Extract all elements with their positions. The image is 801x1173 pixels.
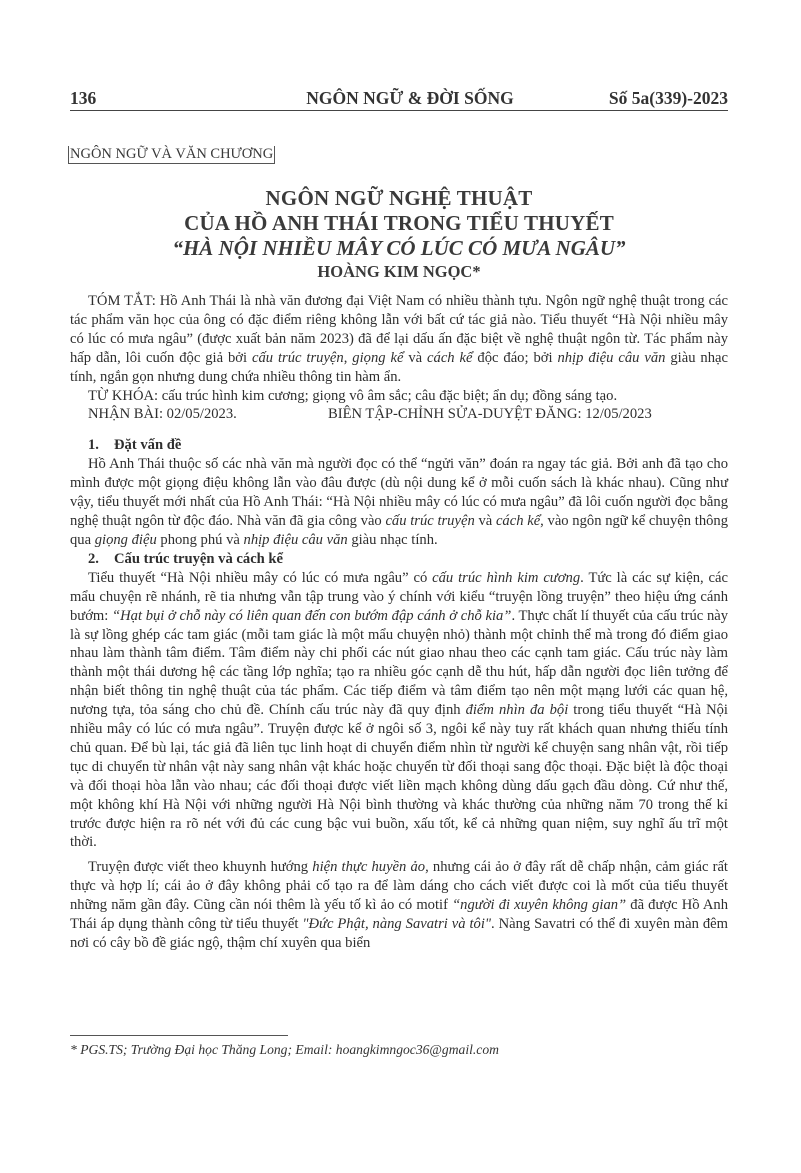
section-heading <box>70 436 728 455</box>
author-footnote: * PGS.TS; Trường Đại học Thăng Long; Email: hoangkimngoc36@gmail.com <box>70 1042 499 1057</box>
title-line-2: CỦA HỒ ANH THÁI TRONG TIỂU THUYẾT <box>184 211 614 235</box>
keywords-text: cấu trúc hình kim cương; giọng vô âm sắc; câu đặc biệt; ẩn dụ; đồng sáng tạo. <box>158 387 618 404</box>
abstract-text: Hồ Anh Thái là nhà văn đương đại Việt Nam có nhiều thành tựu. Ngôn ngữ nghệ thuật trong các tác phẩm văn học của ông có đặc điểm riêng không lẫn với bất cứ tác giả nào. Tiểu thuyết “Hà Nội nhiều mây có lúc có mưa ngâu” (được xuất bản năm 2023) đã để lại dấu ấn đặc biệt về nghệ thuật ngôn từ. Tác phẩm này hấp dẫn, lôi cuốn độc giả bởi <box>70 293 728 366</box>
paragraph-text: . Tức là các sự kiện, các mẩu chuyện rẽ nhánh, rẽ tia nhưng vẫn tập trung vào ý chính với kiểu “truyện lồng truyện” theo hiệu ứng cánh bướm: <box>70 569 728 624</box>
emphasis: cấu trúc hình kim cương <box>432 569 581 586</box>
abstract-emphasis: cách kể <box>427 349 473 366</box>
abstract-emphasis: nhịp điệu câu văn <box>557 349 666 366</box>
section-title: Đặt vấn đề <box>114 437 182 454</box>
paragraph-text: , nhưng cái ảo ở đây rất dễ chấp nhận, cảm giác rất thực và hợp lí; cái ảo ở đây không phải cố tạo ra để làm dáng cho cách viết được coi là mốt của tiểu thuyết những năm gần đây. Cũng cần nói thêm là yếu tố kì ảo có motif <box>70 859 728 914</box>
section-title: Cấu trúc truyện và cách kể <box>114 550 284 567</box>
article-title-block <box>70 186 728 282</box>
section-tag: NGÔN NGỮ VÀ VĂN CHƯƠNG <box>70 146 274 162</box>
paragraph-text: . Thực chất lí thuyết của cấu trúc này là sự lồng ghép các tam giác (mỗi tam giác là một mẩu chuyện nhỏ) thành một chỉnh thể mà trong đó điểm giao nhau làm thành tâm điểm. Tâm điểm này chi phối các nút giao nhau theo các cạnh tam giác. Cấu trúc này làm thành một thái dương hệ các tầng lớp nghĩa; tạo ra nhiều góc cạnh dễ thu hút, hấp dẫn người đọc liên tưởng để nhận biết thông tin nghệ thuật của tác phẩm. Các tiếp điểm và tâm điểm tạo nên một mạng lưới các quan hệ, nương tựa, tỏa sáng cho chủ đề. Chính cấu trúc này đã quy định <box>70 607 729 719</box>
abstract-text: , <box>343 349 353 366</box>
page-number: 136 <box>70 88 97 108</box>
section-number: 1. <box>88 437 99 454</box>
abstract-text: giàu nhạc tính, ngắn gọn nhưng dung chứa nhiều thông tin hàm ẩn. <box>70 349 728 385</box>
emphasis: cách kể <box>495 513 541 530</box>
keywords-label: TỪ KHÓA: <box>88 387 159 404</box>
abstract-text: độc đáo; bởi <box>472 349 558 366</box>
title-line-3: “HÀ NỘI NHIỀU MÂY CÓ LÚC CÓ MƯA NGÂU” <box>172 236 626 260</box>
journal-name: NGÔN NGỮ & ĐỜI SỐNG <box>306 88 514 108</box>
emphasis: “người đi xuyên không gian” <box>452 897 627 914</box>
paragraph-text: phong phú và <box>156 531 244 548</box>
emphasis: cấu trúc truyện <box>385 513 475 530</box>
running-header <box>70 88 728 111</box>
paragraph-text: và <box>474 513 496 530</box>
abstract-emphasis: cấu trúc truyện <box>252 349 344 366</box>
paragraph-text: trong tiểu thuyết “Hà Nội nhiều mây có lúc có mưa ngâu”. Truyện được kể ở ngôi số 3, ngôi kể này tuy rất khách quan nhưng thiếu tính chủ quan. Để bù lại, tác giả đã liên tục linh hoạt di chuyển điểm nhìn từ người kể chuyện sang nhân vật, rồi tiếp tục di chuyển từ nhân vật này sang nhân vật khác hoặc chuyển từ đối thoại sang độc thoại. Đặc biệt là độc thoại và đối thoại hòa lẫn vào nhau; các đối thoại được viết liền mạch không dùng dấu gạch đầu dòng. Cứ như thế, một không khí Hà Nội với những người Hà Nội bình thường và khác thường của những năm 70 trong thế kỉ trước được hiện ra rõ nét với đủ các cung bậc vui buồn, xấu tốt, kể cả những quan niệm, suy nghĩ ấu trĩ một thời. <box>70 702 728 851</box>
title-line-1: NGÔN NGỮ NGHỆ THUẬT <box>265 186 533 210</box>
paragraph-text: đã được Hồ Anh Thái áp dụng thành công từ tiểu thuyết <box>70 897 728 933</box>
emphasis: giọng điệu <box>94 531 157 548</box>
abstract-label: TÓM TẮT: <box>88 293 156 309</box>
submission-dates <box>70 405 728 424</box>
section-number: 2. <box>88 550 99 567</box>
emphasis: “Hạt bụi ở chỗ này có liên quan đến con bướm đập cánh ở chỗ kia” <box>112 607 512 624</box>
paragraph-text: , vào ngôn ngữ kể chuyện thông qua <box>70 513 729 548</box>
footnote-divider <box>70 1035 288 1036</box>
paragraph-text: Truyện được viết theo khuynh hướng <box>88 859 313 876</box>
paragraph-text: giàu nhạc tính. <box>347 531 438 548</box>
paragraph-text: Tiểu thuyết “Hà Nội nhiều mây có lúc có mưa ngâu” có <box>88 569 433 586</box>
paragraph-text: . Nàng Savatri có thể đi xuyên màn đêm nơi có cây bồ đề giác ngộ, thậm chí xuyên qua biển <box>70 916 728 951</box>
abstract-text: và <box>403 349 428 366</box>
emphasis: điểm nhìn đa bội <box>465 702 569 719</box>
emphasis: "Đức Phật, nàng Savatri và tôi" <box>302 916 492 933</box>
emphasis: nhịp điệu câu văn <box>243 531 348 548</box>
issue-number: Số 5a(339)-2023 <box>608 88 728 108</box>
article-body <box>70 292 728 953</box>
paragraph <box>70 569 728 853</box>
paragraph <box>70 858 728 953</box>
abstract <box>70 292 728 387</box>
author-name: HOÀNG KIM NGỌC* <box>317 262 481 281</box>
keywords <box>70 387 728 406</box>
paragraph <box>70 455 728 550</box>
edited-date: BIÊN TẬP-CHỈNH SỬA-DUYỆT ĐĂNG: 12/05/2023 <box>328 406 652 423</box>
paragraph-text: Hồ Anh Thái thuộc số các nhà văn mà người đọc có thể “ngửi văn” đoán ra ngay tác giả. Bởi anh đã tạo cho mình được một giọng điệu không lẫn vào đâu được (dù nội dung kể ở mỗi cuốn sách là khác nhau). Cũng như vậy, tiểu thuyết mới nhất của Hồ Anh Thái: “Hà Nội nhiều mây có lúc có mưa ngâu” đã lôi cuốn người đọc bằng nghệ thuật ngôn từ độc đáo. Nhà văn đã gia công vào <box>70 456 728 530</box>
emphasis: hiện thực huyền ảo <box>312 859 426 876</box>
received-date: NHẬN BÀI: 02/05/2023. <box>88 406 237 423</box>
section-heading <box>70 550 728 569</box>
abstract-emphasis: giọng kể <box>352 349 404 366</box>
